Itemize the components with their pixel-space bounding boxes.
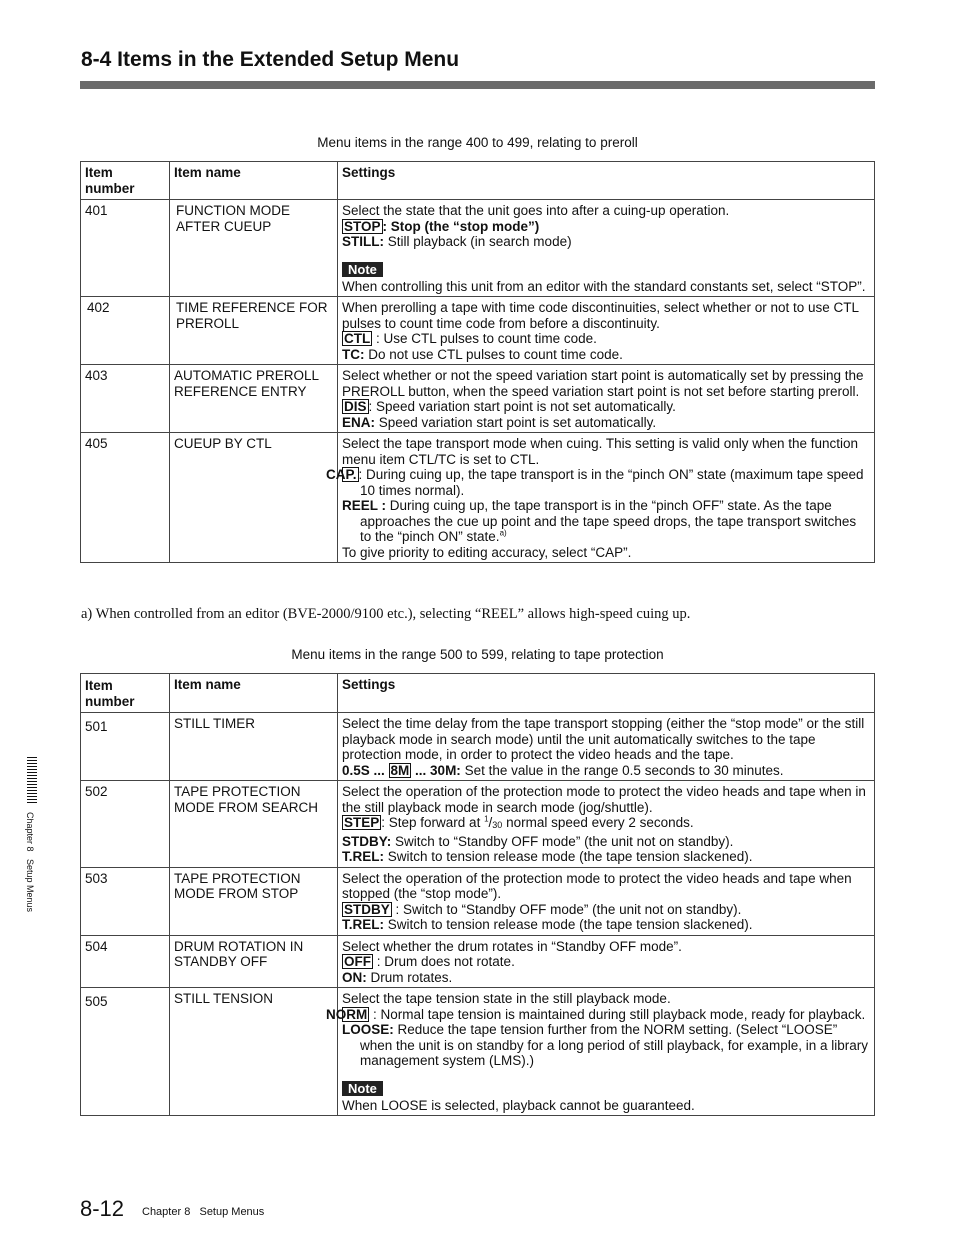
option-line bbox=[342, 498, 870, 545]
option-line bbox=[342, 834, 870, 850]
option-text: : During cuing up, the tape transport is in the “pinch ON” state (maximum tape speed 10 times normal). bbox=[358, 467, 864, 498]
item-number: 405 bbox=[81, 433, 170, 563]
option-text: Reduce the tape tension further from the NORM setting. (Select “LOOSE” when the unit is on standby for a long period of still playback, for example, in a library management system (LMS).) bbox=[360, 1022, 869, 1068]
settings-cell bbox=[338, 297, 875, 365]
table-500 bbox=[80, 673, 875, 1116]
item-name bbox=[170, 297, 338, 365]
option-line bbox=[326, 1006, 870, 1023]
item-name bbox=[170, 200, 338, 297]
item-number bbox=[81, 713, 170, 781]
option-line bbox=[342, 917, 870, 933]
option-line bbox=[342, 763, 870, 779]
item-number: 401 bbox=[81, 200, 170, 297]
table-row bbox=[81, 988, 875, 1116]
item-name: TAPE PROTECTION MODE FROM STOP bbox=[170, 867, 338, 935]
default-option-box: STDBY bbox=[344, 901, 390, 917]
option-line bbox=[342, 399, 870, 415]
header-item-number: Item number bbox=[81, 674, 170, 713]
option-text: Set the value in the range 0.5 seconds to 30 minutes. bbox=[460, 762, 784, 778]
option-key: TC: bbox=[342, 346, 365, 362]
chapter-thumb-tab bbox=[27, 757, 37, 805]
table-row bbox=[81, 867, 875, 935]
settings-intro: Select the state that the unit goes into after a cuing-up operation. bbox=[342, 203, 730, 218]
settings-cell bbox=[338, 200, 875, 297]
settings-cell bbox=[326, 988, 875, 1116]
item-number: 503 bbox=[81, 867, 170, 935]
item-number bbox=[81, 297, 170, 365]
header-item-number: Item number bbox=[81, 162, 170, 200]
option-key: STILL: bbox=[342, 234, 384, 249]
item-name: AUTOMATIC PREROLL REFERENCE ENTRY bbox=[170, 365, 338, 433]
item-name: CUEUP BY CTL bbox=[170, 433, 338, 563]
option-text: Switch to tension release mode (the tape tension slackened). bbox=[384, 917, 753, 932]
default-option-box: CAP. bbox=[326, 467, 357, 482]
default-option-box: OFF bbox=[344, 954, 371, 969]
table-header-row bbox=[81, 162, 875, 200]
option-line bbox=[342, 970, 870, 986]
fraction-denominator: 30 bbox=[492, 820, 503, 830]
header-item-name: Item name bbox=[170, 162, 338, 200]
option-text: Switch to “Standby OFF mode” (the unit not on standby). bbox=[391, 833, 734, 849]
settings-cell bbox=[338, 365, 875, 433]
settings-intro: Select whether or not the speed variation start point is automatically set by pressing the PREROLL button, when the speed variation start point is not set before starting preroll. bbox=[342, 368, 864, 399]
option-text: normal speed every 2 seconds. bbox=[502, 815, 694, 830]
item-name-text: FUNCTION MODE AFTER CUEUP bbox=[176, 203, 290, 234]
note-text: When LOOSE is selected, playback cannot be guaranteed. bbox=[342, 1097, 695, 1113]
table-row bbox=[81, 781, 875, 868]
header-settings: Settings bbox=[338, 674, 875, 713]
title-rule bbox=[80, 81, 875, 89]
header-item-name: Item name bbox=[170, 674, 338, 713]
item-number: 504 bbox=[81, 935, 170, 988]
settings-intro: When prerolling a tape with time code discontinuities, select whether or not to use CTL pulses to count time code from before a discontinuity. bbox=[342, 300, 859, 331]
option-line bbox=[342, 415, 870, 431]
item-name: STILL TIMER bbox=[170, 713, 338, 781]
footer-chapter-label: Chapter 8 Setup Menus bbox=[142, 1206, 265, 1218]
option-text: Switch to tension release mode (the tape tension slackened). bbox=[384, 849, 753, 864]
footnote-marker: a) bbox=[499, 528, 507, 538]
table-row bbox=[81, 200, 875, 297]
footnote: a) When controlled from an editor (BVE-2000/9100 etc.), selecting “REEL” allows high-speed cuing up. bbox=[81, 606, 691, 622]
option-key: LOOSE: bbox=[342, 1022, 394, 1037]
option-key: T.REL: bbox=[342, 917, 384, 932]
default-option-box: CTL bbox=[344, 331, 371, 346]
header-settings: Settings bbox=[338, 162, 875, 200]
note-text: When controlling this unit from an editor with the standard constants set, select “STOP”. bbox=[342, 278, 866, 294]
table-row bbox=[81, 297, 875, 365]
settings-intro: Select the operation of the protection mode to protect the video heads and tape when stopped (the “stop mode”). bbox=[342, 870, 852, 901]
settings-cell bbox=[338, 781, 875, 868]
settings-intro: Select the tape transport mode when cuing. This setting is valid only when the function menu item CTL/TC is set to CTL. bbox=[342, 436, 859, 467]
settings-cell bbox=[338, 713, 875, 781]
item-number: 403 bbox=[81, 365, 170, 433]
settings-intro: Select the time delay from the tape transport stopping (either the “stop mode” or the still playback mode in search mode) until the unit automatically switches to the tape protection mode, in order to protect the video heads and the tape. bbox=[342, 716, 865, 762]
table-500-caption: Menu items in the range 500 to 599, relating to tape protection bbox=[291, 647, 664, 662]
settings-intro: Select the operation of the protection mode to protect the video heads and tape when in the still playback mode in search mode (jog/shuttle). bbox=[342, 784, 866, 815]
side-chapter-label: Chapter 8 Setup Menus bbox=[25, 812, 35, 913]
option-line bbox=[342, 1022, 870, 1069]
item-number-text: 505 bbox=[85, 994, 108, 1009]
settings-cell bbox=[338, 935, 875, 988]
option-line bbox=[326, 467, 870, 498]
item-name: STILL TENSION bbox=[170, 988, 338, 1116]
settings-cell bbox=[338, 867, 875, 935]
option-key: ENA: bbox=[342, 414, 375, 430]
option-text: Still playback (in search mode) bbox=[384, 234, 572, 249]
item-number-text: 402 bbox=[87, 300, 110, 315]
option-text: Do not use CTL pulses to count time code. bbox=[364, 346, 623, 362]
item-number bbox=[81, 988, 170, 1116]
note-label: Note bbox=[342, 1081, 383, 1096]
default-option-box: STOP bbox=[344, 218, 381, 234]
table-row bbox=[81, 433, 875, 563]
settings-intro: Select the tape tension state in the still playback mode. bbox=[342, 991, 671, 1006]
option-line bbox=[342, 219, 870, 235]
option-text: : Use CTL pulses to count time code. bbox=[372, 331, 597, 346]
table-400 bbox=[80, 161, 875, 563]
table-row bbox=[81, 935, 875, 988]
settings-cell bbox=[326, 433, 875, 563]
table-row bbox=[81, 365, 875, 433]
fraction-numerator: 1 bbox=[484, 814, 489, 824]
option-line bbox=[342, 954, 870, 970]
default-option-box: NORM bbox=[326, 1006, 368, 1022]
page-title: 8-4 Items in the Extended Setup Menu bbox=[81, 48, 460, 71]
option-line bbox=[342, 815, 870, 834]
default-option-box: STEP bbox=[344, 815, 380, 830]
settings-intro: Select whether the drum rotates in “Standby OFF mode”. bbox=[342, 938, 682, 954]
settings-tail: To give priority to editing accuracy, select “CAP”. bbox=[342, 544, 632, 560]
default-option-box: 8M bbox=[390, 762, 410, 778]
range-end: ... 30M: bbox=[411, 762, 461, 778]
option-line bbox=[342, 902, 870, 918]
fraction-slash: / bbox=[488, 815, 493, 830]
option-key: STDBY: bbox=[342, 833, 392, 849]
option-line bbox=[342, 331, 870, 347]
table-header-row bbox=[81, 674, 875, 713]
table-row bbox=[81, 713, 875, 781]
default-option-box: DIS bbox=[344, 399, 367, 414]
item-number: 502 bbox=[81, 781, 170, 868]
option-text: : Step forward at bbox=[381, 815, 485, 830]
option-key: ON: bbox=[342, 969, 367, 985]
option-text: : Switch to “Standby OFF mode” (the unit not on standby). bbox=[391, 901, 742, 917]
option-key: REEL : bbox=[342, 498, 387, 513]
option-text: : Drum does not rotate. bbox=[373, 954, 515, 969]
option-text: Speed variation start point is set automatically. bbox=[375, 414, 657, 430]
option-text: : Speed variation start point is not set automatically. bbox=[368, 399, 676, 414]
range-start: 0.5S ... bbox=[342, 762, 389, 778]
item-name: DRUM ROTATION IN STANDBY OFF bbox=[170, 935, 338, 988]
option-text: : Normal tape tension is maintained during still playback mode, ready for playback. bbox=[369, 1006, 866, 1022]
option-line bbox=[342, 234, 870, 250]
page-number: 8-12 bbox=[80, 1196, 125, 1221]
option-text: Drum rotates. bbox=[366, 969, 453, 985]
option-line bbox=[342, 849, 870, 865]
note-label: Note bbox=[342, 262, 383, 277]
option-key: T.REL: bbox=[342, 849, 384, 864]
option-text: During cuing up, the tape transport is in the “pinch OFF” state. As the tape approaches the cue up point and the tape speed drops, the tape transport switches to the “pinch ON” state. bbox=[360, 498, 857, 544]
item-number-text: 501 bbox=[85, 719, 108, 734]
item-name: TAPE PROTECTION MODE FROM SEARCH bbox=[170, 781, 338, 868]
item-name-text: TIME REFERENCE FOR PREROLL bbox=[176, 300, 328, 331]
option-text: : Stop (the “stop mode”) bbox=[382, 218, 540, 234]
table-400-caption: Menu items in the range 400 to 499, relating to preroll bbox=[317, 135, 638, 150]
option-line bbox=[342, 347, 870, 363]
